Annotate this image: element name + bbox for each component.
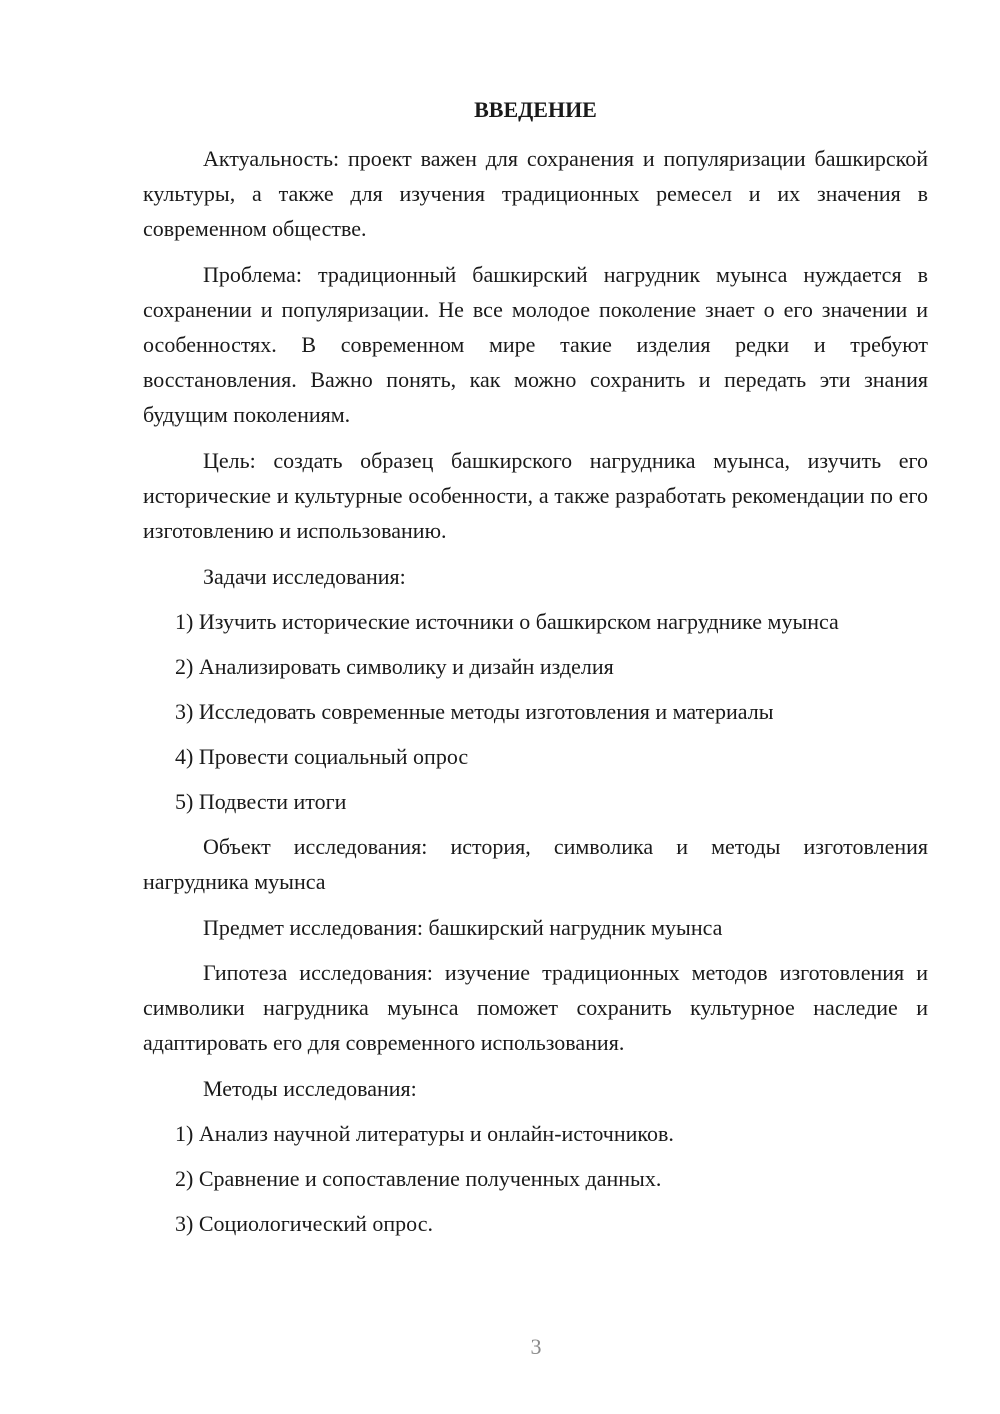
tasks-list [143, 604, 928, 819]
list-item: 5) Подвести итоги [175, 789, 347, 814]
tasks-heading: Задачи исследования: [203, 564, 406, 589]
relevance-paragraph: Актуальность: проект важен для сохранения и популяризации башкирской культуры, а также для изучения традиционных ремесел и их значения в современном обществе. [143, 146, 928, 241]
list-item: 1) Изучить исторические источники о башкирском нагруднике муынса [175, 609, 839, 634]
page-title: ВВЕДЕНИЕ [474, 97, 597, 122]
page-number: 3 [530, 1334, 542, 1359]
hypothesis-paragraph: Гипотеза исследования: изучение традиционных методов изготовления и символики нагрудника муынса поможет сохранить культурное наследие и адаптировать его для современного использования. [143, 960, 928, 1055]
list-item: 3) Исследовать современные методы изготовления и материалы [175, 699, 774, 724]
document-page [143, 92, 928, 1251]
goal-paragraph: Цель: создать образец башкирского нагрудника муынса, изучить его исторические и культурные особенности, а также разработать рекомендации по его изготовлению и использованию. [143, 448, 928, 543]
list-item: 2) Анализировать символику и дизайн изделия [175, 654, 614, 679]
list-item: 1) Анализ научной литературы и онлайн-источников. [175, 1121, 674, 1146]
methods-heading: Методы исследования: [203, 1076, 417, 1101]
list-item: 3) Социологический опрос. [175, 1211, 433, 1236]
problem-paragraph: Проблема: традиционный башкирский нагрудник муынса нуждается в сохранении и популяризации. Не все молодое поколение знает о его значении и особенностях. В современном мире такие изделия редки и требуют восстановления. Важно понять, как можно сохранить и передать эти знания будущим поколениям. [143, 262, 928, 427]
methods-list [143, 1116, 928, 1241]
list-item: 4) Провести социальный опрос [175, 744, 469, 769]
object-paragraph: Объект исследования: история, символика и методы изготовления нагрудника муынса [143, 834, 928, 894]
subject-paragraph: Предмет исследования: башкирский нагрудник муынса [203, 915, 723, 940]
list-item: 2) Сравнение и сопоставление полученных данных. [175, 1166, 662, 1191]
